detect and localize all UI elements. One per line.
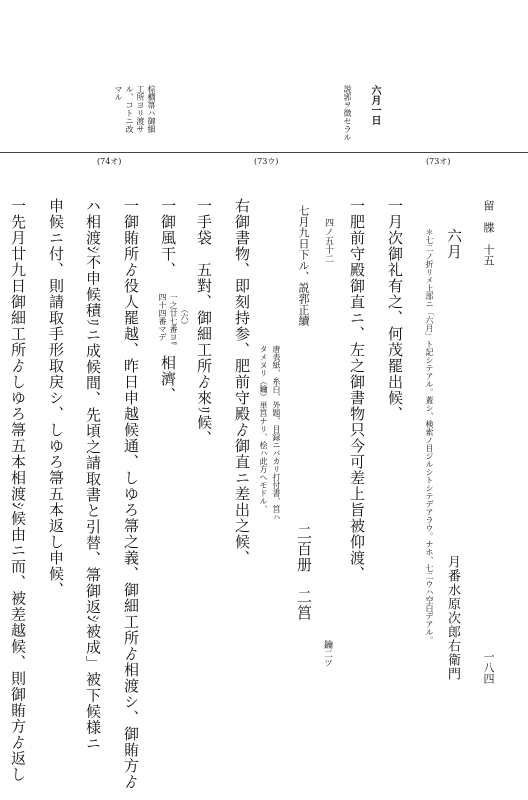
volume-title: 留 牒 十五 — [482, 200, 495, 266]
text-line-7-bottom: 相濟、 — [159, 355, 177, 403]
saiku-margin-note-1: 棕櫚箒ハ御細 — [147, 85, 156, 133]
editor-note: ＊七二ノ折リメ上部ニ「六月」ト記シテアル。蓋シ、検索ノ目ジルシトシテデアラウ。ナホ、七二ウハ空白デアル。 — [425, 228, 434, 644]
text-line-9: ハ相渡ｼ不申候積ﾘニ成候間、先頃之請取書と引替、箒御返ｼ被成」被下候様ニ — [84, 198, 102, 752]
text-line-7-top: 一御風干、 — [159, 198, 177, 278]
text-line-3: 四ノ五十二 — [323, 218, 333, 263]
text-line-11: 一先月廿九日御細工所ゟしゆろ箒五本相渡ｼ候由ニ而、被差越候、則御賄方ゟ返し — [9, 198, 27, 783]
page-number: 一八四 — [482, 651, 495, 684]
margin-divider — [0, 152, 528, 153]
text-line-4-bottom: 二百册 二筥 — [295, 525, 313, 621]
text-line-2: 一肥前守殿御直ニ、左之御書物只今可差上旨被仰渡、 — [348, 198, 366, 582]
date-heading: 六月一日 — [369, 85, 380, 125]
saiku-margin-note-2: 工所ヨリ渡サ — [136, 85, 145, 133]
text-line-7-sub-1: （六） — [180, 305, 189, 329]
text-line-10: 申候ニ付、則請取手形取戻シ、しゆろ箒五本返し申候、 — [47, 198, 65, 598]
setsuho-margin-note: 説郛ヲ徴セラル — [343, 85, 352, 141]
text-line-6: 一手袋 五對、御細工所ゟ來ﾘ候、 — [195, 198, 213, 447]
text-line-4-side: 鑰二ツ — [322, 640, 332, 667]
note-line-a: 唐表紙、糸白、外題、目録ニバカリ打付書、筥ハ — [272, 345, 281, 521]
saiku-margin-note-3: ル、コトニ改 — [125, 85, 134, 133]
note-line-b: タメヌリ（鑰）単筥ナリ、桧ハ此方ヘモドル、 — [259, 345, 268, 513]
saiku-margin-note-4: マル — [114, 85, 123, 101]
month-heading: 六月 — [445, 228, 463, 260]
text-line-7-sub-3: 四十四番マデ — [158, 293, 167, 341]
text-line-8: 一御賄所ゟ役人罷越、昨日申越候通、しゆろ箒之義、御細工所ゟ相渡シ、御賄方ゟ — [122, 198, 140, 790]
text-line-4-top: 七月九日下ル、説郛正續 — [297, 205, 310, 326]
monthly-official: 月番水原次郎右衛門 — [445, 555, 460, 681]
text-line-1: 一月次御礼有之、何茂罷出候、 — [386, 198, 404, 422]
folio-ref-73u: (73ウ) — [254, 157, 279, 166]
text-line-5: 右御書物、即刻持参、肥前守殿ゟ御直ニ差出之候、 — [233, 198, 251, 566]
folio-ref-73o: (73オ) — [426, 157, 451, 166]
folio-ref-74o: (74オ) — [97, 157, 122, 166]
text-line-7-sub-2: 一之廿七番ヨﾘ — [169, 293, 178, 345]
